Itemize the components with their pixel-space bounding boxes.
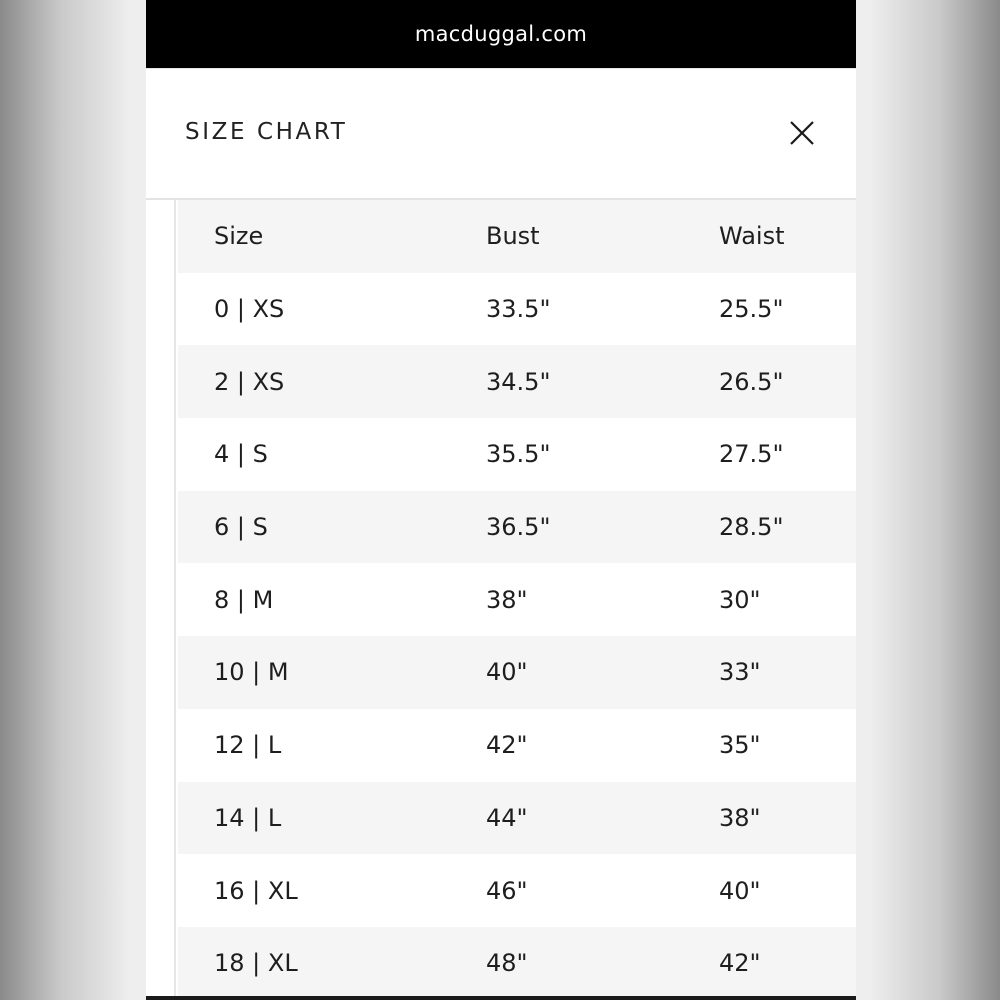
cell-bust: 46"	[486, 876, 528, 905]
header-waist: Waist	[719, 222, 785, 251]
cell-size: 6 | S	[214, 513, 268, 542]
cell-bust: 44"	[486, 803, 528, 832]
cell-size: 2 | XS	[214, 367, 285, 396]
cell-waist: 28.5"	[719, 513, 784, 542]
table-row	[178, 345, 856, 418]
cell-size: 14 | L	[214, 803, 282, 832]
phone-screen	[146, 0, 856, 1000]
cell-size: 18 | XL	[214, 949, 298, 978]
cell-waist: 27.5"	[719, 440, 784, 469]
cell-bust: 34.5"	[486, 367, 551, 396]
cell-bust: 48"	[486, 949, 528, 978]
cell-waist: 30"	[719, 585, 761, 614]
cell-size: 10 | M	[214, 658, 289, 687]
cell-size: 0 | XS	[214, 295, 285, 324]
modal-header	[146, 68, 856, 200]
cell-size: 12 | L	[214, 731, 282, 760]
table-row	[178, 782, 856, 855]
cell-bust: 36.5"	[486, 513, 551, 542]
cell-bust: 33.5"	[486, 295, 551, 324]
cell-waist: 33"	[719, 658, 761, 687]
modal-title: SIZE CHART	[185, 119, 348, 145]
table-row	[178, 709, 856, 782]
screen-bottom-edge	[146, 996, 856, 1000]
cell-size: 4 | S	[214, 440, 268, 469]
cell-size: 16 | XL	[214, 876, 298, 905]
size-chart-table	[178, 200, 856, 1000]
table-row	[178, 927, 856, 1000]
cell-waist: 42"	[719, 949, 761, 978]
cell-waist: 40"	[719, 876, 761, 905]
cell-bust: 40"	[486, 658, 528, 687]
header-bust: Bust	[486, 222, 540, 251]
url-text: macduggal.com	[414, 22, 588, 46]
table-row	[178, 854, 856, 927]
cell-waist: 26.5"	[719, 367, 784, 396]
close-button[interactable]	[786, 117, 818, 149]
cell-waist: 35"	[719, 731, 761, 760]
table-row	[178, 418, 856, 491]
table-row	[178, 563, 856, 636]
header-size: Size	[214, 222, 264, 251]
close-icon	[786, 117, 818, 149]
cell-bust: 35.5"	[486, 440, 551, 469]
browser-url-bar[interactable]	[146, 0, 856, 68]
cell-waist: 25.5"	[719, 295, 784, 324]
cell-bust: 38"	[486, 585, 528, 614]
cell-waist: 38"	[719, 803, 761, 832]
cell-bust: 42"	[486, 731, 528, 760]
table-row	[178, 636, 856, 709]
table-left-rail	[146, 200, 176, 1000]
cell-size: 8 | M	[214, 585, 274, 614]
table-row	[178, 491, 856, 564]
table-header-row	[178, 200, 856, 273]
table-row	[178, 273, 856, 346]
